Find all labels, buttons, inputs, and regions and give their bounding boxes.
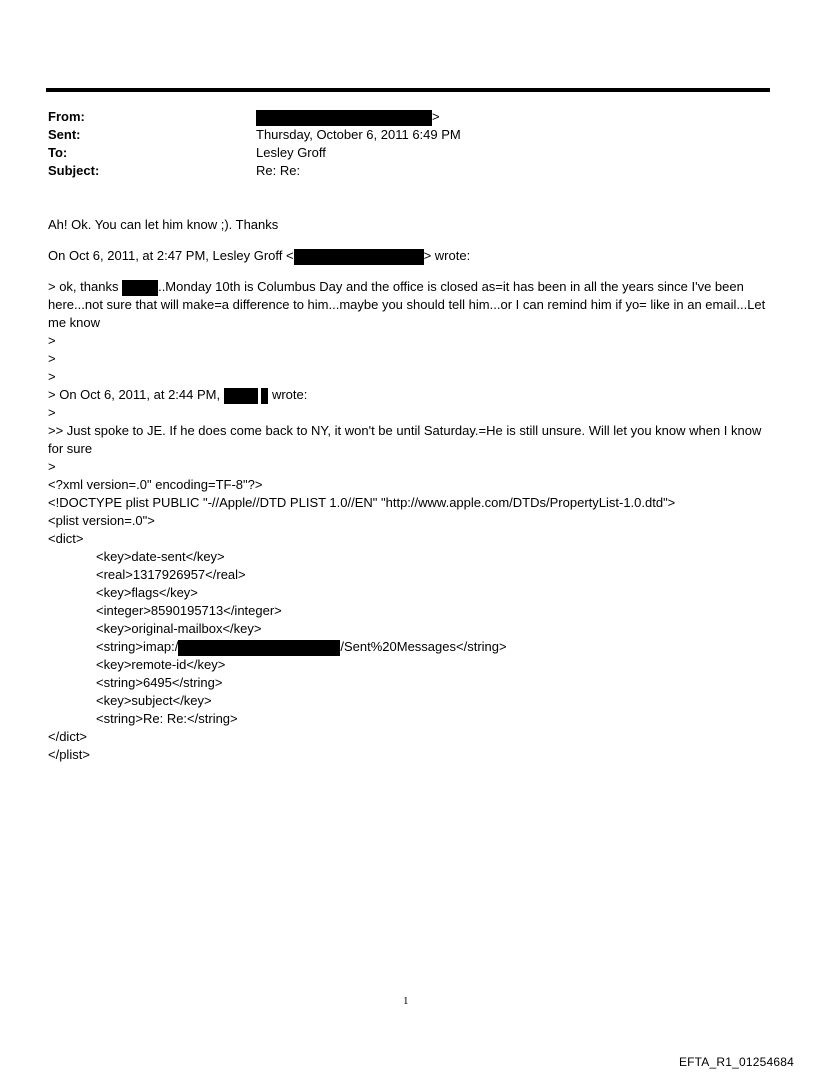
quoted-paragraph-2: >> Just spoke to JE. If he does come back to NY, it won't be until Saturday.=He is still unsure. Will let you know when I know for sure [48,423,762,456]
quoted-attribution-prefix: > On Oct 6, 2011, at 2:44 PM, [48,387,224,402]
xml-line [48,638,768,656]
xml-line: <plist version=.0"> [48,513,155,528]
quote-marker: > [48,351,56,366]
xml-doctype: <!DOCTYPE plist PUBLIC "-//Apple//DTD PLIST 1.0//EN" "http://www.apple.com/DTDs/PropertyList-1.0.dtd"> [48,495,676,510]
quote-prefix: > ok, thanks [48,279,123,294]
document-id: EFTA_R1_01254684 [678,1055,794,1069]
redaction-from [256,110,432,126]
subject-label: Subject: [48,163,100,178]
redaction-email [294,249,424,265]
xml-line: <key>remote-id</key> [96,657,226,672]
body-line [48,247,768,265]
xml-line: <string>Re: Re:</string> [96,711,238,726]
sent-value: Thursday, October 6, 2011 6:49 PM [256,127,461,142]
redaction-sender-1 [224,388,258,404]
header-rule [46,88,770,92]
quoted-attribution [48,386,768,404]
xml-line: <key>flags</key> [96,585,198,600]
xml-line: <dict> [48,531,84,546]
from-row [48,108,748,126]
xml-line: <real>1317926957</real> [96,567,246,582]
subject-value: Re: Re: [256,163,301,178]
to-label: To: [48,145,68,160]
from-value [256,108,440,126]
quoted-attribution-suffix: wrote: [268,387,308,402]
subject-row [48,162,748,180]
from-suffix: > [432,109,440,124]
email-body [48,216,768,764]
quoted-paragraph [48,278,768,332]
quote-marker: > [48,369,56,384]
xml-imap-suffix: /Sent%20Messages</string> [340,639,507,654]
xml-line: </plist> [48,747,90,762]
page-number: 1 [403,995,409,1007]
redaction-mailbox [178,640,340,656]
body-line: Ah! Ok. You can let him know ;). Thanks [48,217,279,232]
xml-line: </dict> [48,729,88,744]
to-value: Lesley Groff [256,145,326,160]
xml-line: <key>original-mailbox</key> [96,621,262,636]
xml-line: <integer>8590195713</integer> [96,603,282,618]
xml-line: <string>6495</string> [96,675,223,690]
xml-line: <key>subject</key> [96,693,212,708]
quote-marker: > [48,405,56,420]
quote-text: ..Monday 10th is Columbus Day and the office is closed as=it has been in all the years since I've been here...not sure that will make=a difference to him...maybe you should tell him...or I can remind him if yo= like in an email...Let me know [48,279,766,330]
from-label: From: [48,109,85,124]
sent-label: Sent: [48,127,81,142]
quote-marker: > [48,459,56,474]
reply-attribution-suffix: > wrote: [423,248,471,263]
email-header [48,108,748,180]
reply-attribution-prefix: On Oct 6, 2011, at 2:47 PM, Lesley Groff < [48,248,294,263]
redaction-name [122,280,158,296]
xml-line: <key>date-sent</key> [96,549,225,564]
sent-row [48,126,748,144]
xml-declaration: <?xml version=.0" encoding=TF-8"?> [48,477,263,492]
xml-imap-prefix: <string>imap:/ [96,639,179,654]
quote-marker: > [48,333,56,348]
to-row [48,144,748,162]
